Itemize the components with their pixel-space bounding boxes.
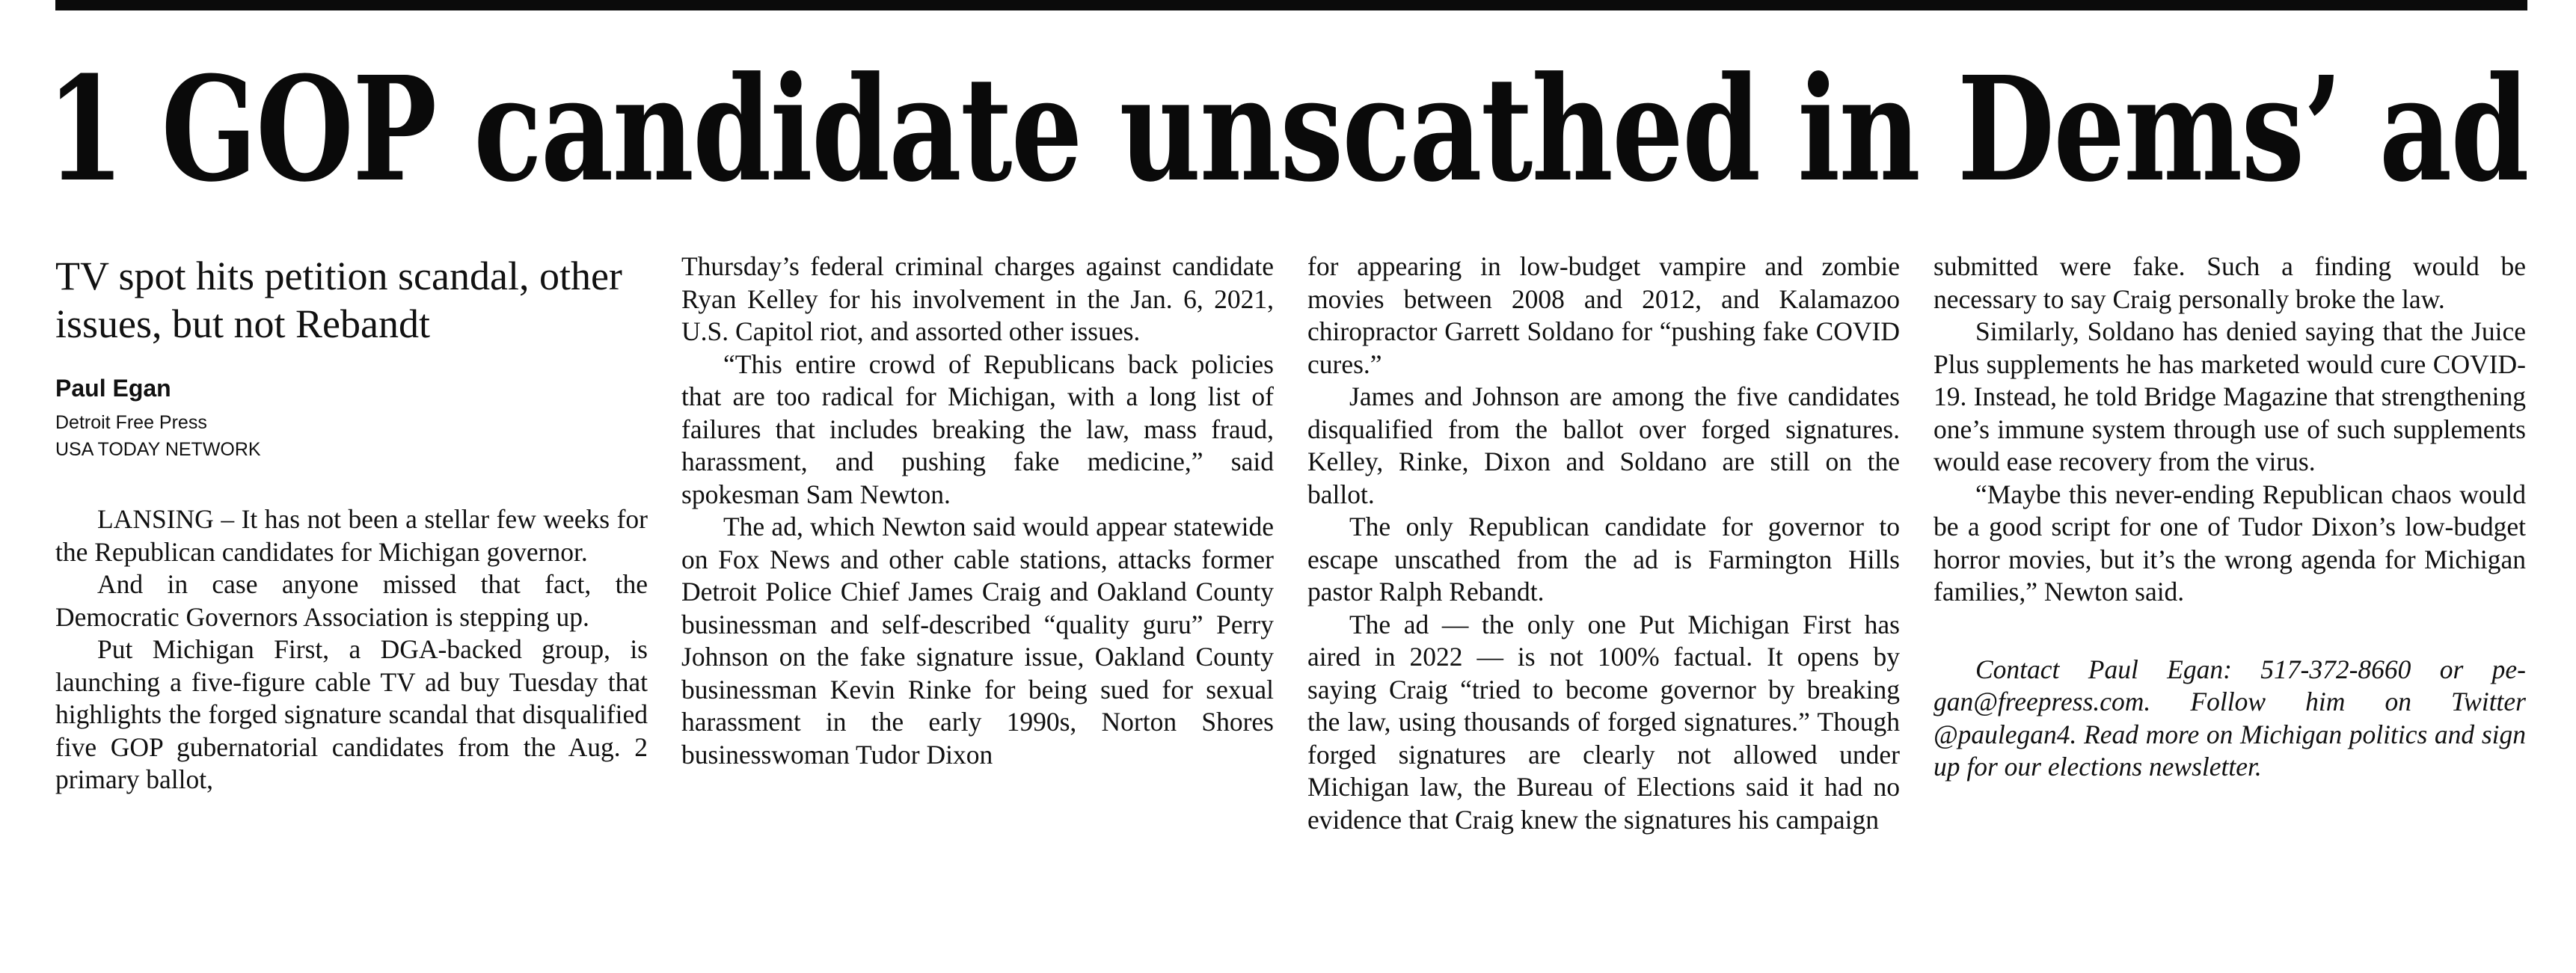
paragraph-4: “This entire crowd of Republicans back policies that are too radical for Michigan, with a long list of failures that includes breaking the law, mass fraud, harassment, and pushing fake medicine,” said spokesman Sam Newton.: [681, 349, 1274, 509]
paragraph-6: James and Johnson are among the five candidates disqualified from the ballot over forged signatures. Kelley, Rinke, Dixon and Soldano are still on the ballot.: [1307, 381, 1900, 509]
column-3: [1307, 251, 1900, 946]
paragraph-8-continued: submitted were fake. Such a finding would be necessary to say Craig personally broke the law.: [1933, 251, 2526, 314]
byline-network: USA TODAY NETWORK: [55, 439, 261, 460]
paragraph-9: Similarly, Soldano has denied saying that the Juice Plus supplements he has marketed would cure COVID-19. Instead, he told Bridge Magazine that strengthening one’s immune system through use of such supplements would ease recovery from the virus.: [1933, 316, 2526, 476]
column-4: [1933, 251, 2526, 946]
byline-outlet: Detroit Free Press: [55, 412, 207, 433]
paragraph-7: The only Republican candidate for governor to escape unscathed from the ad is Farmington Hills pastor Ralph Rebandt.: [1307, 512, 1900, 607]
article-body: [55, 251, 2527, 946]
column-2: [681, 251, 1274, 946]
byline: [55, 373, 648, 463]
deck: TV spot hits petition scandal, other issues, but not Rebandt: [55, 254, 622, 346]
top-rule: [55, 0, 2527, 10]
paragraph-8-start: The ad — the only one Put Michigan First has aired in 2022 — is not 100% factual. It opens by saying Craig “tried to become governor by breaking the law, using thousands of forged signatures.” Though forged signatures are clearly not allowed under Michigan law, the Bureau of Elections said it had no evidence that Craig knew the signatures his campaign: [1307, 609, 1900, 835]
paragraph-5-continued: for appearing in low-budget vampire and zombie movies between 2008 and 2012, and Kalamazoo chiropractor Garrett Soldano for “pushing fake COVID cures.”: [1307, 251, 1900, 379]
paragraph-1: LANSING – It has not been a stellar few weeks for the Republican candidates for Michigan governor.: [55, 504, 648, 567]
headline: 1 GOP candidate unscathed in Dems’ ad: [46, 46, 2528, 214]
paragraph-3-start: Put Michigan First, a DGA-backed group, is launching a five-figure cable TV ad buy Tuesday that highlights the forged signature scandal that disqualified five GOP gubernatorial candidates from the Aug. 2 primary ballot,: [55, 634, 648, 794]
paragraph-10: “Maybe this never-ending Republican chaos would be a good script for one of Tudor Dixon’s low-budget horror movies, but it’s the wrong agenda for Michigan families,” Newton said.: [1933, 479, 2526, 607]
paragraph-3-continued: Thursday’s federal criminal charges against candidate Ryan Kelley for his involvement in the Jan. 6, 2021, U.S. Capitol riot, and assorted other issues.: [681, 251, 1274, 346]
byline-author: Paul Egan: [55, 375, 171, 402]
paragraph-5-start: The ad, which Newton said would appear statewide on Fox News and other cable stations, attacks former Detroit Police Chief James Craig and Oakland County businessman and self-described “quality guru” Perry Johnson on the fake signature issue, Oakland County businessman Kevin Rinke for being sued for sexual harassment in the early 1990s, Norton Shores businesswoman Tudor Dixon: [681, 512, 1274, 770]
paragraph-2: And in case anyone missed that fact, the Democratic Governors Association is stepping up.: [55, 569, 648, 632]
column-1: [55, 251, 648, 946]
contact-tagline: Contact Paul Egan: 517-372-8660 or pegan@freepress.com. Follow him on Twitter @paulegan4. Read more on Michigan politics and sign up for our elections newsletter.: [1933, 654, 2526, 782]
